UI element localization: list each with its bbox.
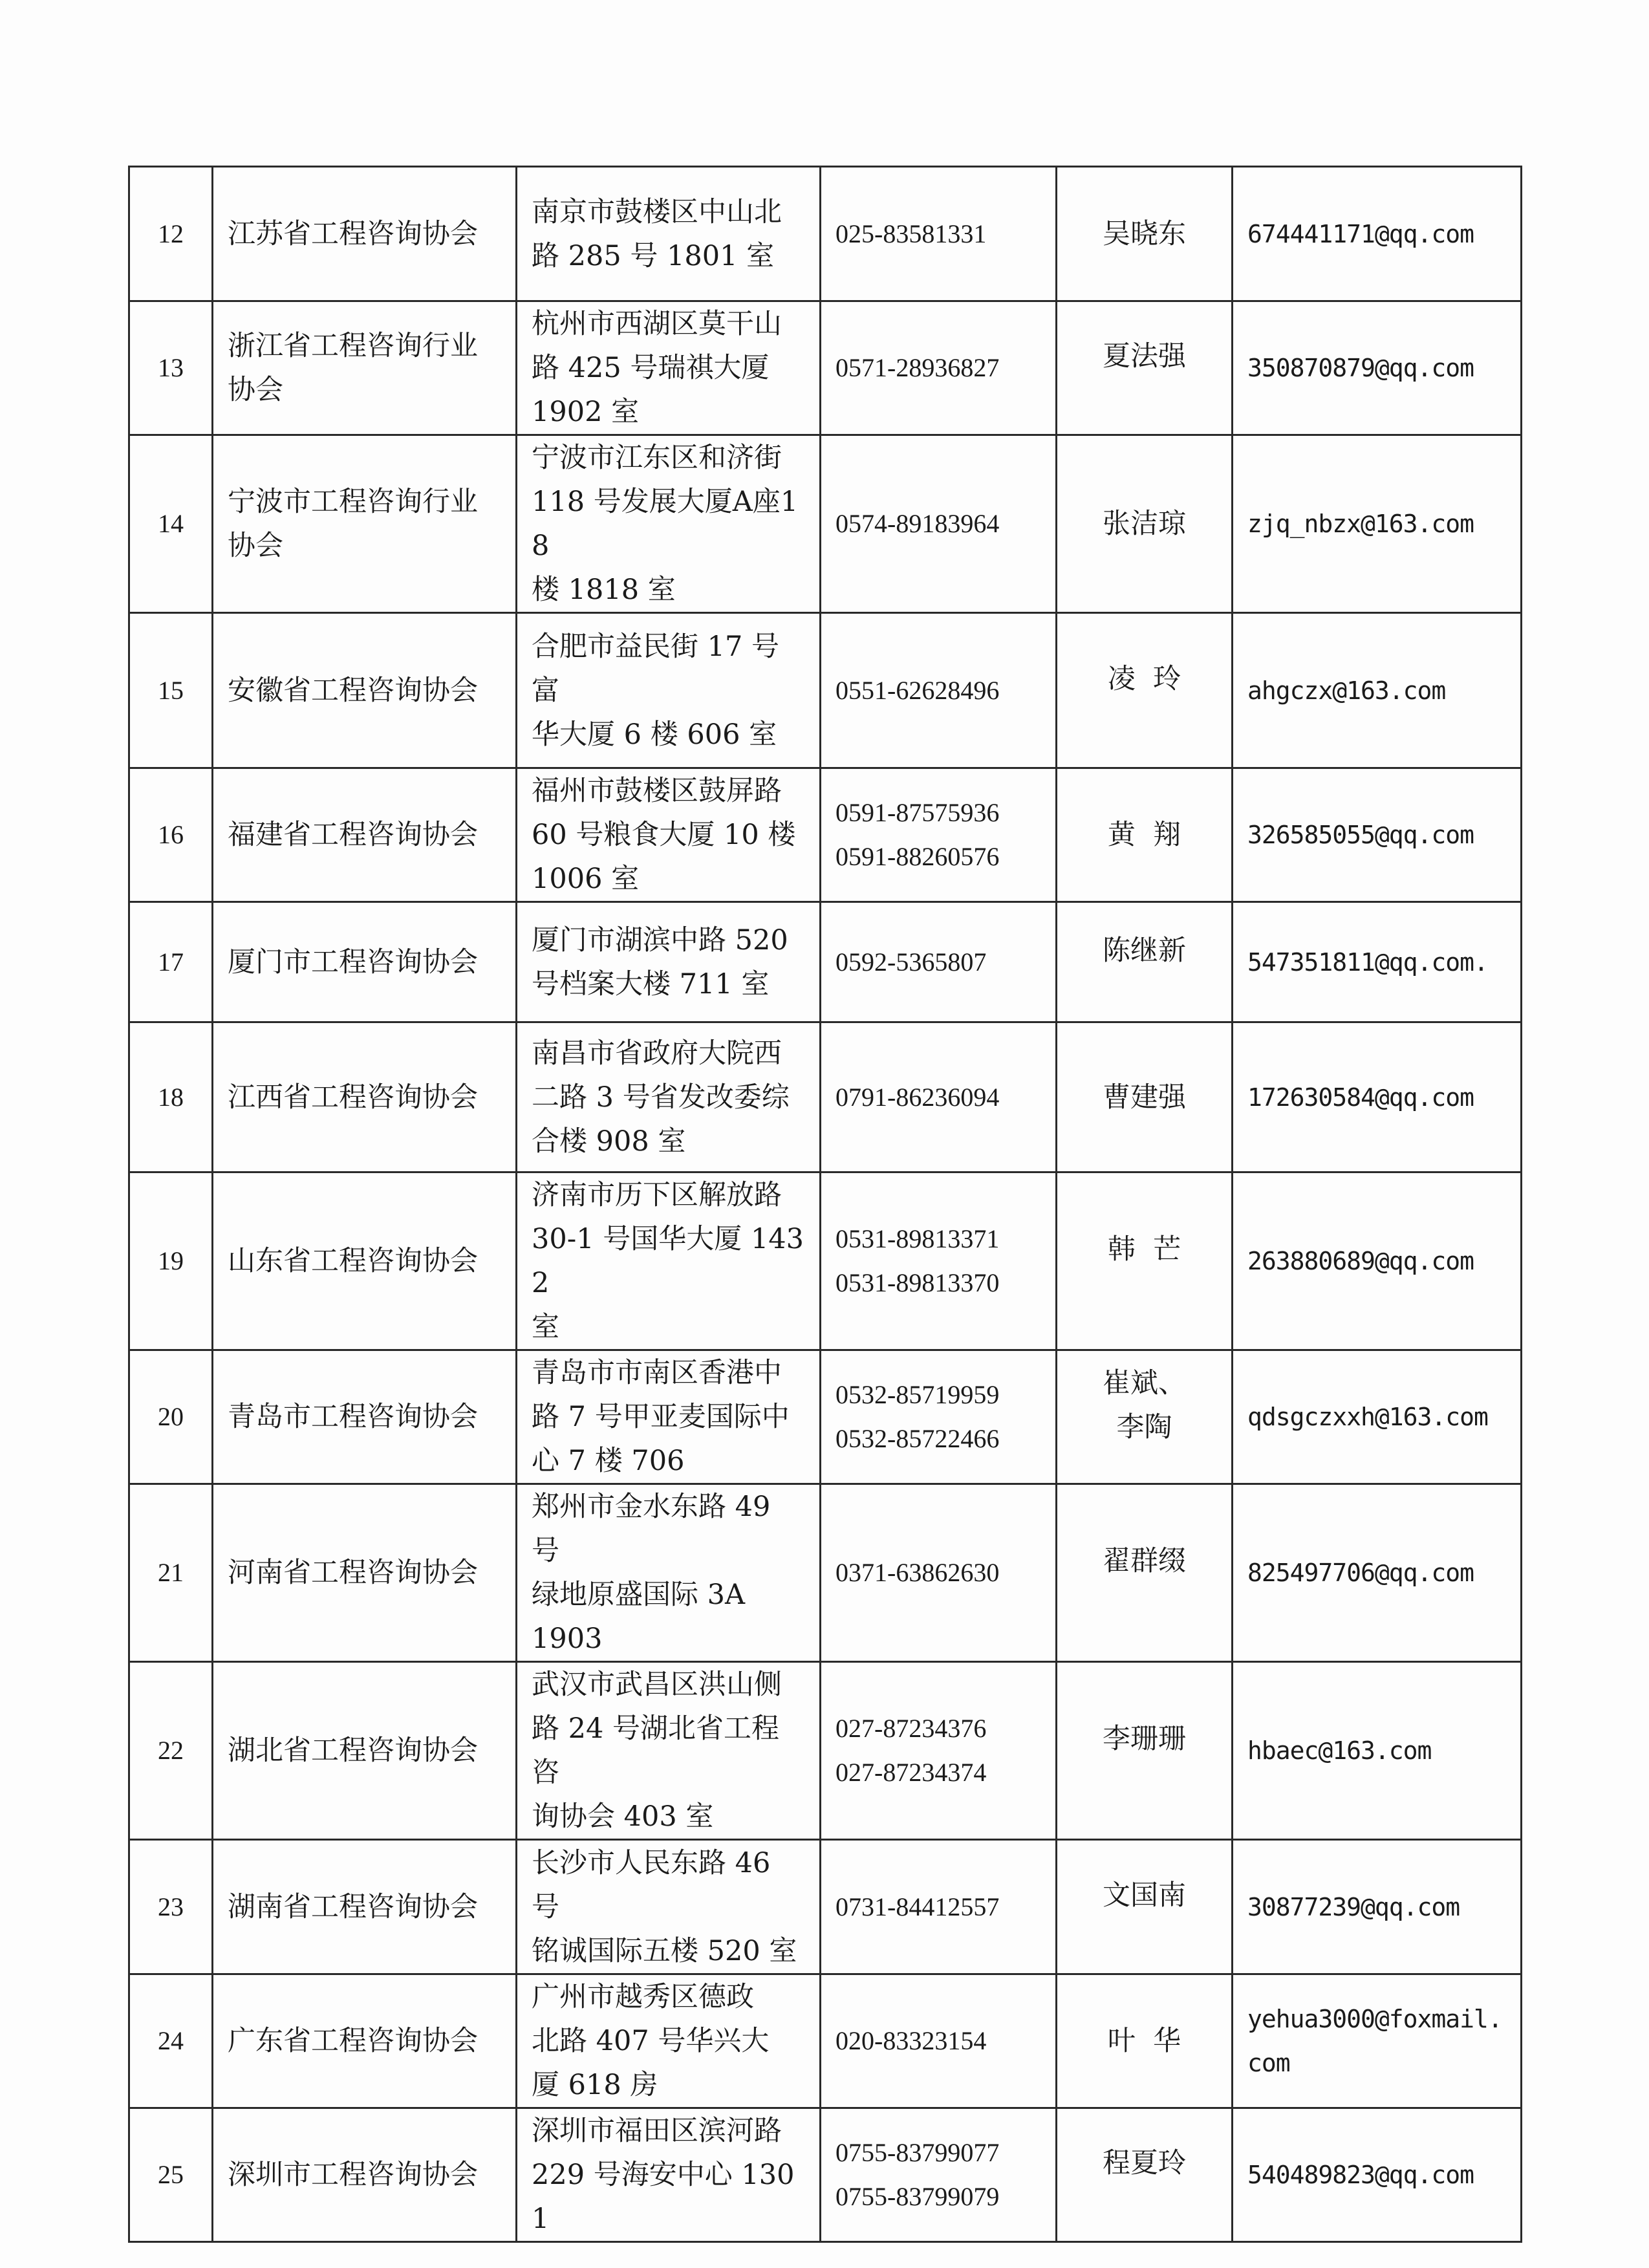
- text-line: 福建省工程咨询协会: [228, 819, 478, 851]
- organization-name: [213, 1840, 517, 1974]
- contact-person: [1057, 1484, 1233, 1662]
- text-line: 程夏玲: [1103, 2147, 1186, 2179]
- row-number: 15: [129, 613, 213, 768]
- email-address: 547351811@qq.com.: [1233, 902, 1522, 1022]
- email-address: 263880689@qq.com: [1233, 1172, 1522, 1350]
- table-row: [129, 435, 1522, 613]
- text-line: 陈继新: [1103, 934, 1186, 967]
- text-line: 黄 翔: [1107, 819, 1181, 851]
- row-number: 18: [129, 1022, 213, 1172]
- phone-numbers: [821, 1840, 1057, 1974]
- text-line: 李珊珊: [1103, 1723, 1186, 1755]
- email-address: 350870879@qq.com: [1233, 301, 1522, 435]
- organization-name: [213, 301, 517, 435]
- text-line: 华大厦 6 楼 606 室: [532, 718, 777, 751]
- email-address: hbaec@163.com: [1233, 1662, 1522, 1840]
- text-line: 杭州市西湖区莫干山: [532, 308, 782, 340]
- text-line: 027-87234376: [835, 1714, 987, 1743]
- address: [517, 435, 821, 613]
- email-address: qdsgczxxh@163.com: [1233, 1350, 1522, 1484]
- organization-name: [213, 768, 517, 902]
- phone-numbers: [821, 435, 1057, 613]
- text-line: 0531-89813370: [835, 1268, 1000, 1297]
- contact-person-text: [1072, 1539, 1217, 1583]
- text-line: 厦门市工程咨询协会: [228, 945, 478, 978]
- text-line: 询协会 403 室: [532, 1800, 714, 1833]
- text-line: 路 285 号 1801 室: [532, 239, 775, 272]
- text-line: 南昌市省政府大院西: [532, 1037, 782, 1070]
- organization-name: [213, 435, 517, 613]
- contact-person-text: [1072, 813, 1217, 857]
- text-line: 青岛市工程咨询协会: [228, 1401, 478, 1433]
- text-line: 1903: [532, 1623, 603, 1655]
- text-line: 青岛市市南区香港中: [532, 1357, 782, 1389]
- table-row: [129, 902, 1522, 1022]
- phone-numbers: [821, 1350, 1057, 1484]
- contact-person-text: [1072, 334, 1217, 378]
- organization-name: [213, 613, 517, 768]
- text-line: 0371-63862630: [835, 1558, 1000, 1587]
- text-line: 0574-89183964: [835, 509, 1000, 538]
- email-address: yehua3000@foxmail.com: [1233, 1974, 1522, 2108]
- row-number: 24: [129, 1974, 213, 2108]
- address: [517, 2108, 821, 2242]
- phone-numbers: [821, 1662, 1057, 1840]
- text-line: 号档案大楼 711 室: [532, 967, 770, 1000]
- contact-person: [1057, 1974, 1233, 2108]
- text-line: 027-87234374: [835, 1758, 987, 1787]
- contact-person: [1057, 1350, 1233, 1484]
- row-number: 21: [129, 1484, 213, 1662]
- table-row: [129, 1350, 1522, 1484]
- text-line: 曹建强: [1103, 1081, 1186, 1114]
- table-row: [129, 1662, 1522, 1840]
- row-number: 23: [129, 1840, 213, 1974]
- organization-name: [213, 1022, 517, 1172]
- association-contact-table: [128, 166, 1522, 2243]
- organization-name: [213, 1662, 517, 1840]
- text-line: 浙江省工程咨询行业: [228, 330, 478, 362]
- contact-person-text: [1072, 657, 1217, 701]
- email-address: 825497706@qq.com: [1233, 1484, 1522, 1662]
- contact-person: [1057, 435, 1233, 613]
- contact-person-text: [1072, 2019, 1217, 2063]
- text-line: 0755-83799079: [835, 2182, 1000, 2211]
- text-line: 河南省工程咨询协会: [228, 1557, 478, 1589]
- email-address: 326585055@qq.com: [1233, 768, 1522, 902]
- text-line: 协会: [228, 530, 283, 562]
- row-number: 14: [129, 435, 213, 613]
- text-line: 深圳市福田区滨河路: [532, 2115, 782, 2147]
- text-line: 江苏省工程咨询协会: [228, 217, 478, 250]
- email-address: 540489823@qq.com: [1233, 2108, 1522, 2242]
- text-line: 安徽省工程咨询协会: [228, 674, 478, 707]
- row-number: 17: [129, 902, 213, 1022]
- text-line: 广东省工程咨询协会: [228, 2025, 478, 2057]
- text-line: 韩 芒: [1107, 1233, 1181, 1266]
- address: [517, 902, 821, 1022]
- organization-name: [213, 167, 517, 301]
- text-line: 广州市越秀区德政: [532, 1981, 754, 2013]
- text-line: 绿地原盛国际 3A: [532, 1579, 746, 1611]
- text-line: 夏法强: [1103, 340, 1186, 373]
- table-body: [129, 167, 1522, 2242]
- contact-person-text: [1072, 2141, 1217, 2185]
- text-line: 0592-5365807: [835, 947, 987, 977]
- text-line: 楼 1818 室: [532, 574, 676, 606]
- text-line: 郑州市金水东路 49 号: [532, 1491, 771, 1567]
- text-line: 南京市鼓楼区中山北: [532, 195, 782, 228]
- table-row: [129, 301, 1522, 435]
- address: [517, 1662, 821, 1840]
- text-line: 深圳市工程咨询协会: [228, 2159, 478, 2191]
- text-line: 武汉市武昌区洪山侧: [532, 1669, 782, 1701]
- text-line: 020-83323154: [835, 2026, 987, 2055]
- address: [517, 768, 821, 902]
- row-number: 25: [129, 2108, 213, 2242]
- contact-person: [1057, 2108, 1233, 2242]
- text-line: 0532-85719959: [835, 1380, 1000, 1409]
- text-line: 0532-85722466: [835, 1424, 1000, 1453]
- phone-numbers: [821, 1484, 1057, 1662]
- phone-numbers: [821, 1172, 1057, 1350]
- contact-person: [1057, 1172, 1233, 1350]
- row-number: 20: [129, 1350, 213, 1484]
- text-line: 118 号发展大厦A座18: [532, 486, 799, 562]
- text-line: 北路 407 号华兴大: [532, 2025, 770, 2057]
- text-line: 心 7 楼 706: [532, 1445, 685, 1477]
- text-line: 60 号粮食大厦 10 楼: [532, 819, 796, 851]
- phone-numbers: [821, 768, 1057, 902]
- contact-person-text: [1072, 502, 1217, 546]
- email-address: ahgczx@163.com: [1233, 613, 1522, 768]
- text-line: 229 号海安中心 1301: [532, 2159, 795, 2235]
- contact-person: [1057, 301, 1233, 435]
- text-line: 叶 华: [1107, 2025, 1181, 2057]
- text-line: 1902 室: [532, 396, 640, 428]
- organization-name: [213, 1484, 517, 1662]
- address: [517, 301, 821, 435]
- contact-person-text: [1072, 212, 1217, 256]
- table-row: [129, 1840, 1522, 1974]
- text-line: 铭诚国际五楼 520 室: [532, 1934, 797, 1967]
- phone-numbers: [821, 1974, 1057, 2108]
- address: [517, 1172, 821, 1350]
- table-row: [129, 613, 1522, 768]
- phone-numbers: [821, 301, 1057, 435]
- text-line: 0791-86236094: [835, 1082, 1000, 1112]
- text-line: 路 24 号湖北省工程咨: [532, 1712, 780, 1789]
- text-line: 0531-89813371: [835, 1224, 1000, 1253]
- text-line: 0755-83799077: [835, 2138, 1000, 2167]
- contact-person-text: [1072, 1227, 1217, 1271]
- text-line: 025-83581331: [835, 219, 987, 248]
- text-line: 吴晓东: [1103, 217, 1186, 250]
- phone-numbers: [821, 1022, 1057, 1172]
- text-line: 长沙市人民东路 46 号: [532, 1846, 771, 1923]
- row-number: 22: [129, 1662, 213, 1840]
- contact-person: [1057, 167, 1233, 301]
- contact-person-text: [1072, 929, 1217, 973]
- contact-person: [1057, 1662, 1233, 1840]
- text-line: 30-1 号国华大厦 1432: [532, 1223, 804, 1299]
- text-line: 0731-84412557: [835, 1892, 1000, 1921]
- table-row: [129, 1974, 1522, 2108]
- email-address: 674441171@qq.com: [1233, 167, 1522, 301]
- text-line: 0571-28936827: [835, 353, 1000, 382]
- text-line: 福州市鼓楼区鼓屏路: [532, 775, 782, 807]
- phone-numbers: [821, 2108, 1057, 2242]
- contact-person: [1057, 902, 1233, 1022]
- text-line: 李陶: [1116, 1411, 1172, 1443]
- address: [517, 613, 821, 768]
- row-number: 12: [129, 167, 213, 301]
- text-line: 崔斌、: [1103, 1367, 1186, 1399]
- text-line: 文国南: [1103, 1879, 1186, 1912]
- row-number: 19: [129, 1172, 213, 1350]
- text-line: 宁波市工程咨询行业: [228, 486, 478, 518]
- text-line: 室: [532, 1311, 559, 1343]
- table-row: [129, 1022, 1522, 1172]
- organization-name: [213, 902, 517, 1022]
- address: [517, 1484, 821, 1662]
- text-line: 合楼 908 室: [532, 1125, 686, 1158]
- table-row: [129, 1172, 1522, 1350]
- table-row: [129, 768, 1522, 902]
- contact-person: [1057, 1022, 1233, 1172]
- contact-person: [1057, 1840, 1233, 1974]
- address: [517, 1840, 821, 1974]
- phone-numbers: [821, 613, 1057, 768]
- contact-person: [1057, 768, 1233, 902]
- text-line: 济南市历下区解放路: [532, 1179, 782, 1211]
- text-line: 路 425 号瑞祺大厦: [532, 352, 770, 384]
- row-number: 16: [129, 768, 213, 902]
- address: [517, 1974, 821, 2108]
- table-row: [129, 2108, 1522, 2242]
- text-line: 合肥市益民街 17 号富: [532, 630, 780, 707]
- contact-person-text: [1072, 1874, 1217, 1917]
- text-line: 0551-62628496: [835, 675, 1000, 705]
- text-line: 翟群缀: [1103, 1545, 1186, 1577]
- text-line: 宁波市江东区和济街: [532, 442, 782, 474]
- text-line: 张洁琼: [1103, 508, 1186, 540]
- organization-name: [213, 1172, 517, 1350]
- text-line: 湖北省工程咨询协会: [228, 1734, 478, 1767]
- contact-person-text: [1072, 1361, 1217, 1449]
- organization-name: [213, 1974, 517, 2108]
- phone-numbers: [821, 902, 1057, 1022]
- address: [517, 167, 821, 301]
- organization-name: [213, 1350, 517, 1484]
- organization-name: [213, 2108, 517, 2242]
- contact-person: [1057, 613, 1233, 768]
- contact-person-text: [1072, 1075, 1217, 1119]
- email-address: 172630584@qq.com: [1233, 1022, 1522, 1172]
- email-address: 30877239@qq.com: [1233, 1840, 1522, 1974]
- contact-person-text: [1072, 1717, 1217, 1761]
- text-line: 厦 618 房: [532, 2069, 658, 2101]
- text-line: 江西省工程咨询协会: [228, 1081, 478, 1114]
- text-line: 厦门市湖滨中路 520: [532, 923, 788, 956]
- email-address: zjq_nbzx@163.com: [1233, 435, 1522, 613]
- address: [517, 1350, 821, 1484]
- text-line: 协会: [228, 374, 283, 406]
- text-line: 1006 室: [532, 863, 640, 895]
- text-line: 0591-88260576: [835, 842, 1000, 871]
- text-line: 二路 3 号省发改委综: [532, 1081, 790, 1114]
- phone-numbers: [821, 167, 1057, 301]
- table-row: [129, 1484, 1522, 1662]
- row-number: 13: [129, 301, 213, 435]
- text-line: 凌 玲: [1107, 662, 1181, 695]
- table-row: [129, 167, 1522, 301]
- text-line: 湖南省工程咨询协会: [228, 1890, 478, 1923]
- text-line: 0591-87575936: [835, 798, 1000, 827]
- text-line: 山东省工程咨询协会: [228, 1245, 478, 1277]
- address: [517, 1022, 821, 1172]
- text-line: 路 7 号甲亚麦国际中: [532, 1401, 790, 1433]
